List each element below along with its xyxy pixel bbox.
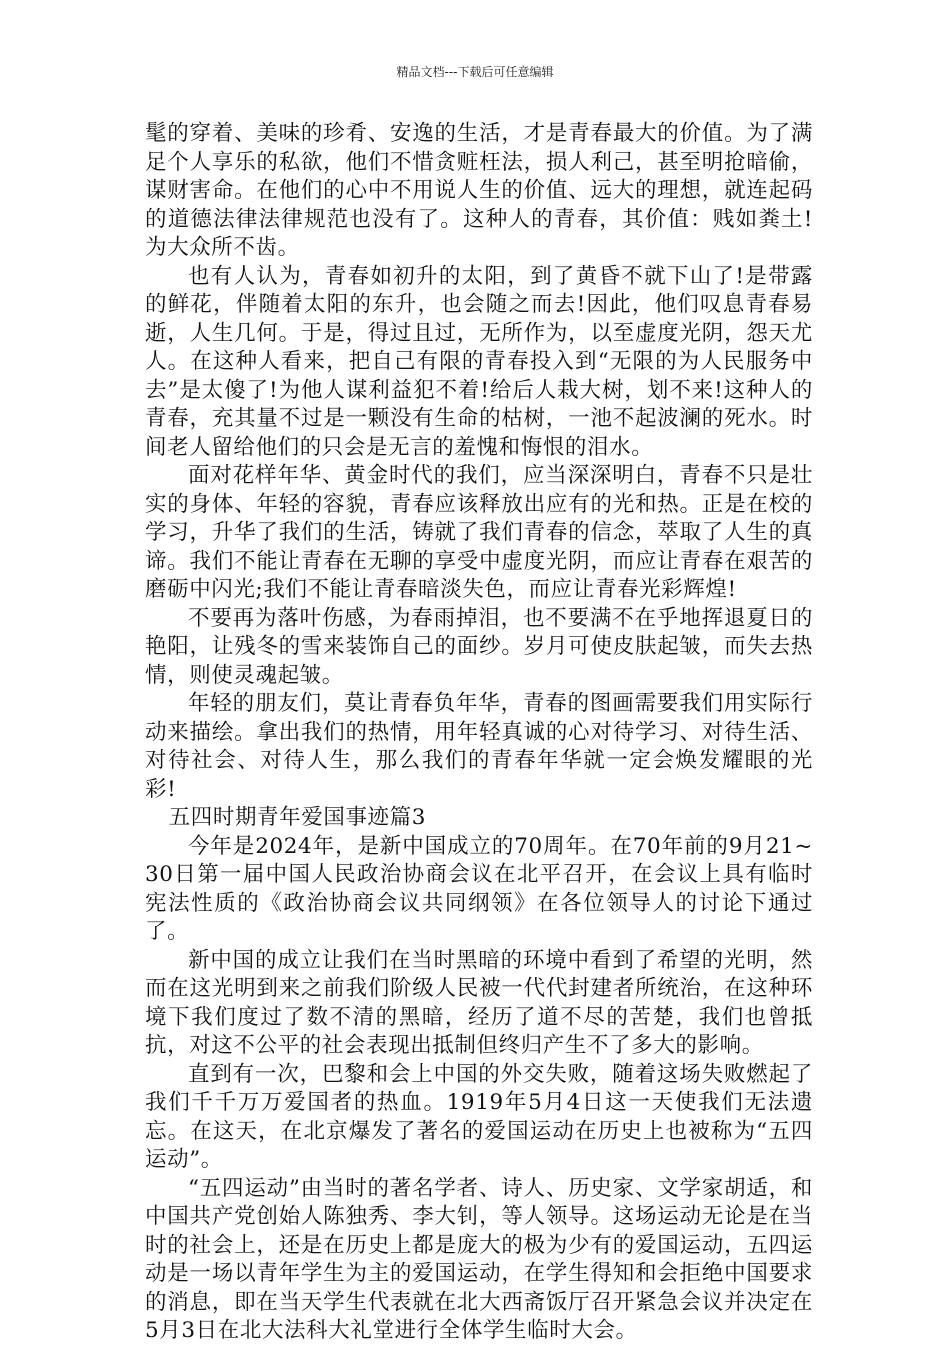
paragraph-5: 年轻的朋友们，莫让青春负年华，青春的图画需要我们用实际行动来描绘。拿出我们的热情，用年轻真诚的心对待学习、对待生活、对待社会、对待人生，那么我们的青春年华就一定会焕发耀眼的光彩! xyxy=(145,691,813,802)
paragraph-9: “五四运动”由当时的著名学者、诗人、历史家、文学家胡适，和中国共产党创始人陈独秀、李大钊，等人领导。这场运动无论是在当时的社会上，还是在历史上都是庞大的极为少有的爱国运动，五四运动是一场以青年学生为主的爱国运动，在学生得知和会拒绝中国要求的消息，即在当天学生代表就在北大西斋饭厅召开紧急会议并决定在5月3日在北大法科大礼堂进行全体学生临时大会。 xyxy=(145,1175,813,1343)
paragraph-7: 新中国的成立让我们在当时黑暗的环境中看到了希望的光明，然而在这光明到来之前我们阶级人民被一代代封建者所统治，在这种环境下我们度过了数不清的黑暗，经历了道不尽的苦楚，我们也曾抵抗，对这不公平的社会表现出抵制但终归产生不了多大的影响。 xyxy=(145,947,813,1058)
paragraph-2: 也有人认为，青春如初升的太阳，到了黄昏不就下山了!是带露的鲜花，伴随着太阳的东升，也会随之而去!因此，他们叹息青春易逝，人生几何。于是，得过且过，无所作为，以至虚度光阴，怨天尤人。在这种人看来，把自己有限的青春投入到“无限的为人民服务中去”是太傻了!为他人谋利益犯不着!给后人栽大树，划不来!这种人的青春，充其量不过是一颗没有生命的枯树，一池不起波澜的死水。时间老人留给他们的只会是无言的羞愧和悔恨的泪水。 xyxy=(145,263,813,460)
page-header: 精品文档---下载后可任意编辑 xyxy=(396,65,554,79)
paragraph-1: 髦的穿着、美味的珍肴、安逸的生活，才是青春最大的价值。为了满足个人享乐的私欲，他们不惜贪赃枉法，损人利己，甚至明抢暗偷，谋财害命。在他们的心中不用说人生的价值、远大的理想，就连起码的道德法律法律规范也没有了。这种人的青春，其价值：贱如粪土!为大众所不齿。 xyxy=(145,121,813,260)
paragraph-3: 面对花样年华、黄金时代的我们，应当深深明白，青春不只是壮实的身体、年轻的容貌，青春应该释放出应有的光和热。正是在校的学习，升华了我们的生活，铸就了我们青春的信念，萃取了人生的真谛。我们不能让青春在无聊的享受中虚度光阴，而应让青春在艰苦的磨砺中闪光;我们不能让青春暗淡失色，而应让青春光彩辉煌! xyxy=(145,463,813,602)
document-body xyxy=(145,120,813,1346)
paragraph-4: 不要再为落叶伤感，为春雨掉泪，也不要满不在乎地挥退夏日的艳阳，让残冬的雪来装饰自己的面纱。岁月可使皮肤起皱，而失去热情，则使灵魂起皱。 xyxy=(145,605,813,688)
section-heading: 五四时期青年爱国事迹篇3 xyxy=(168,805,427,830)
paragraph-8: 直到有一次，巴黎和会上中国的外交失败，随着这场失败燃起了我们千千万万爱国者的热血。1919年5月4日这一天使我们无法遗忘。在这天，在北京爆发了著名的爱国运动在历史上也被称为“五四运动”。 xyxy=(145,1061,813,1172)
paragraph-6: 今年是2024年，是新中国成立的70周年。在70年前的9月21~30日第一届中国人民政治协商会议在北平召开，在会议上具有临时宪法性质的《政治协商会议共同纲领》在各位领导人的讨论下通过了。 xyxy=(145,833,813,944)
